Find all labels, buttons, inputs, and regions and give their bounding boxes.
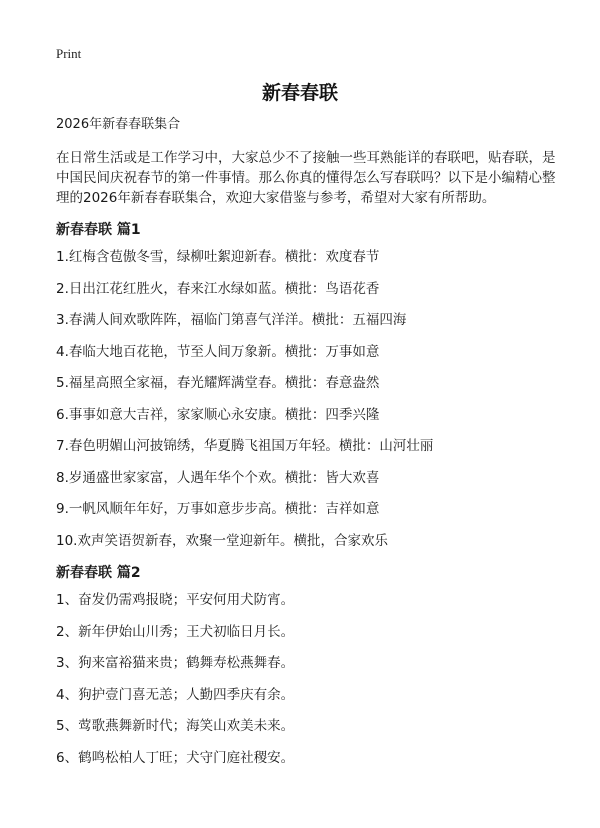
couplet-item: 6.事事如意大吉祥，家家顺心永安康。横批：四季兴隆 [56,406,380,423]
couplet-item: 6、鹤鸣松柏人丁旺；犬守门庭社稷安。 [56,749,295,766]
article-body [56,116,556,780]
section-heading-1: 新春春联 篇1 [56,222,141,238]
couplet-item: 7.春色明媚山河披锦绣，华夏腾飞祖国万年轻。横批：山河壮丽 [56,438,434,454]
couplet-item: 5.福星高照全家福，春光耀辉满堂春。横批：春意盎然 [56,375,380,391]
couplet-item: 1、奋发仍需鸡报晓；平安何用犬防宵。 [56,592,295,608]
intro-paragraph: 在日常生活或是工作学习中，大家总少不了接触一些耳熟能详的春联吧，贴春联，是中国民间庆祝春节的第一件事情。那么你真的懂得怎么写春联吗？以下是小编精心整理的2026年新春春联集合，欢迎大家借鉴与参考，希望对大家有所帮助。 [56,150,556,206]
couplet-item: 2.日出江花红胜火，春来江水绿如蓝。横批：鸟语花香 [56,280,380,297]
couplet-item: 10.欢声笑语贺新春，欢聚一堂迎新年。横批，合家欢乐 [56,532,388,549]
couplet-item: 3.春满人间欢歌阵阵，福临门第喜气洋洋。横批：五福四海 [56,312,407,328]
print-link[interactable]: Print [56,46,82,61]
couplet-item: 8.岁通盛世家家富，人遇年华个个欢。横批：皆大欢喜 [56,469,380,486]
couplet-item: 1.红梅含苞傲冬雪，绿柳吐絮迎新春。横批：欢度春节 [56,249,380,265]
section-heading-2: 新春春联 篇2 [56,565,141,581]
couplet-list-2 [56,591,556,767]
couplet-list-1 [56,248,556,550]
couplet-item: 2、新年伊始山川秀；王犬初临日月长。 [56,623,295,640]
couplet-item: 4、狗护壹门喜无恙；人勤四季庆有余。 [56,686,295,703]
article-subtitle: 2026年新春春联集合 [56,117,181,132]
couplet-item: 3、狗来富裕猫来贵；鹤舞寿松燕舞春。 [56,655,295,671]
page-title: 新春春联 [261,82,338,104]
couplet-item: 4.春临大地百花艳，节至人间万象新。横批：万事如意 [56,343,380,360]
couplet-item: 5、莺歌燕舞新时代；海笑山欢美未来。 [56,718,295,734]
couplet-item: 9.一帆风顺年年好，万事如意步步高。横批：吉祥如意 [56,501,380,517]
